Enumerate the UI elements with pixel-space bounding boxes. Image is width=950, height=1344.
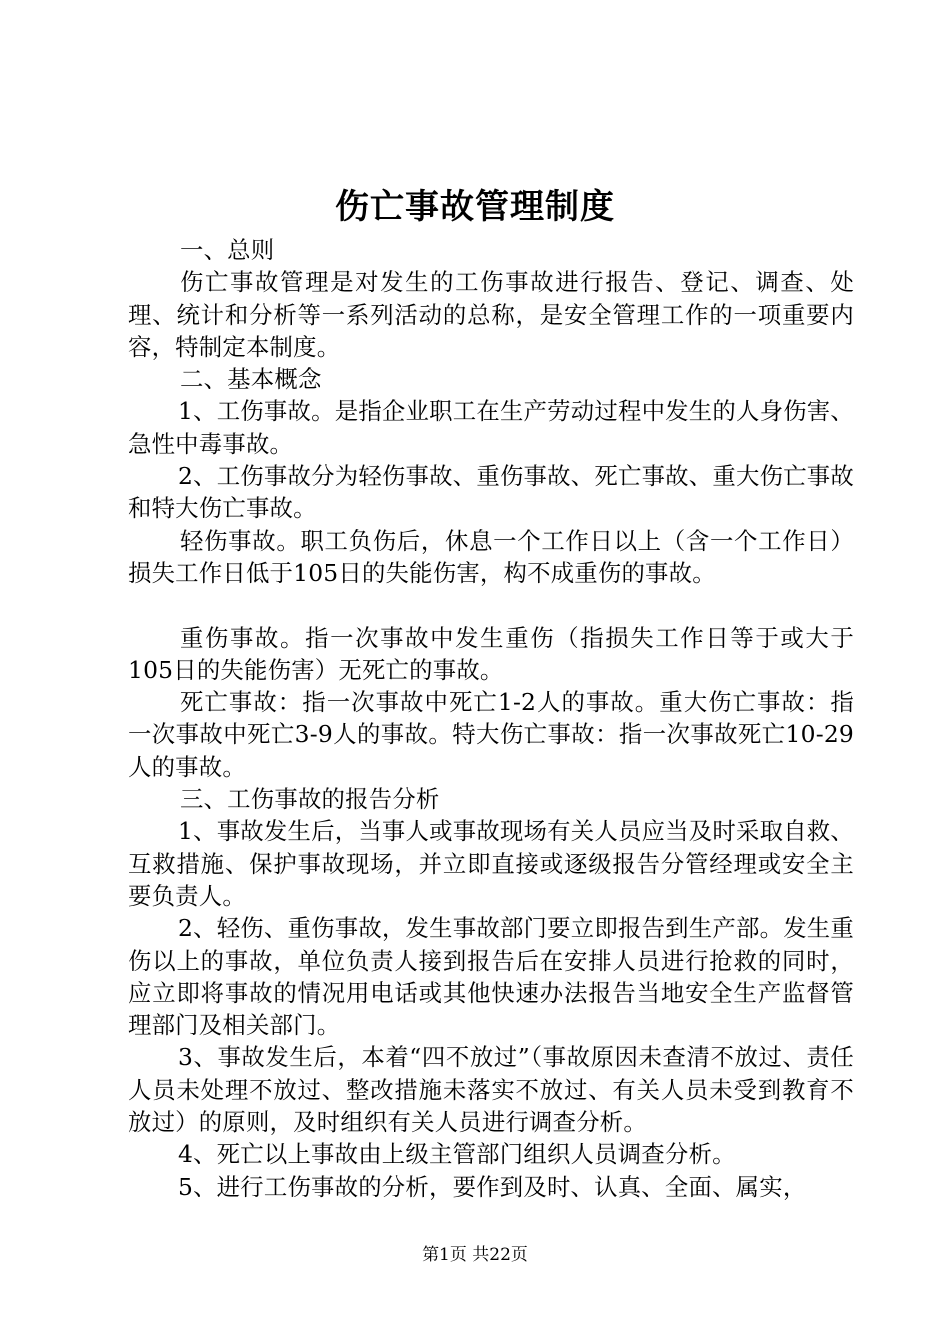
paragraph-concept-1: 1、工伤事故。是指企业职工在生产劳动过程中发生的人身伤害、急性中毒事故。 [128,397,854,458]
document-title: 伤亡事故管理制度 [335,187,615,227]
blank-line [128,589,854,621]
section-heading-reporting: 三、工伤事故的报告分析 [180,785,440,814]
paragraph-report-2: 2、轻伤、重伤事故，发生事故部门要立即报告到生产部。发生重伤以上的事故，单位负责人接到报告后在安排人员进行抢救的同时，应立即将事故的情况用电话或其他快速办法报告当地安全生产监督管理部门及相关部门。 [128,914,854,1040]
document-body [128,234,854,1203]
paragraph-general: 伤亡事故管理是对发生的工伤事故进行报告、登记、调查、处理、统计和分析等一系列活动的总称，是安全管理工作的一项重要内容，特制定本制度。 [128,268,854,361]
page-number-footer: 第1页 共22页 [422,1245,528,1265]
paragraph-concept-2: 2、工伤事故分为轻伤事故、重伤事故、死亡事故、重大伤亡事故和特大伤亡事故。 [128,462,854,523]
paragraph-minor-injury: 轻伤事故。职工负伤后，休息一个工作日以上（含一个工作日）损失工作日低于105日的失能伤害，构不成重伤的事故。 [128,526,854,587]
section-heading-concepts: 二、基本概念 [180,365,322,394]
paragraph-report-4: 4、死亡以上事故由上级主管部门组织人员调查分析。 [178,1140,736,1169]
paragraph-report-1: 1、事故发生后，当事人或事故现场有关人员应当及时采取自救、互救措施、保护事故现场，并立即直接或逐级报告分管经理或安全主要负责人。 [128,817,854,910]
paragraph-report-5: 5、进行工伤事故的分析，要作到及时、认真、全面、属实， [178,1172,807,1201]
paragraph-fatal-accidents: 死亡事故：指一次事故中死亡1-2人的事故。重大伤亡事故：指一次事故中死亡3-9人的事故。特大伤亡事故：指一次事故死亡10-29人的事故。 [128,688,854,781]
section-heading-general: 一、总则 [180,236,275,264]
paragraph-report-3: 3、事故发生后，本着“四不放过”（事故原因未查清不放过、责任人员未处理不放过、整改措施未落实不放过、有关人员未受到教育不放过）的原则，及时组织有关人员进行调查分析。 [128,1043,854,1137]
paragraph-serious-injury: 重伤事故。指一次事故中发生重伤（指损失工作日等于或大于105日的失能伤害）无死亡的事故。 [128,623,854,684]
